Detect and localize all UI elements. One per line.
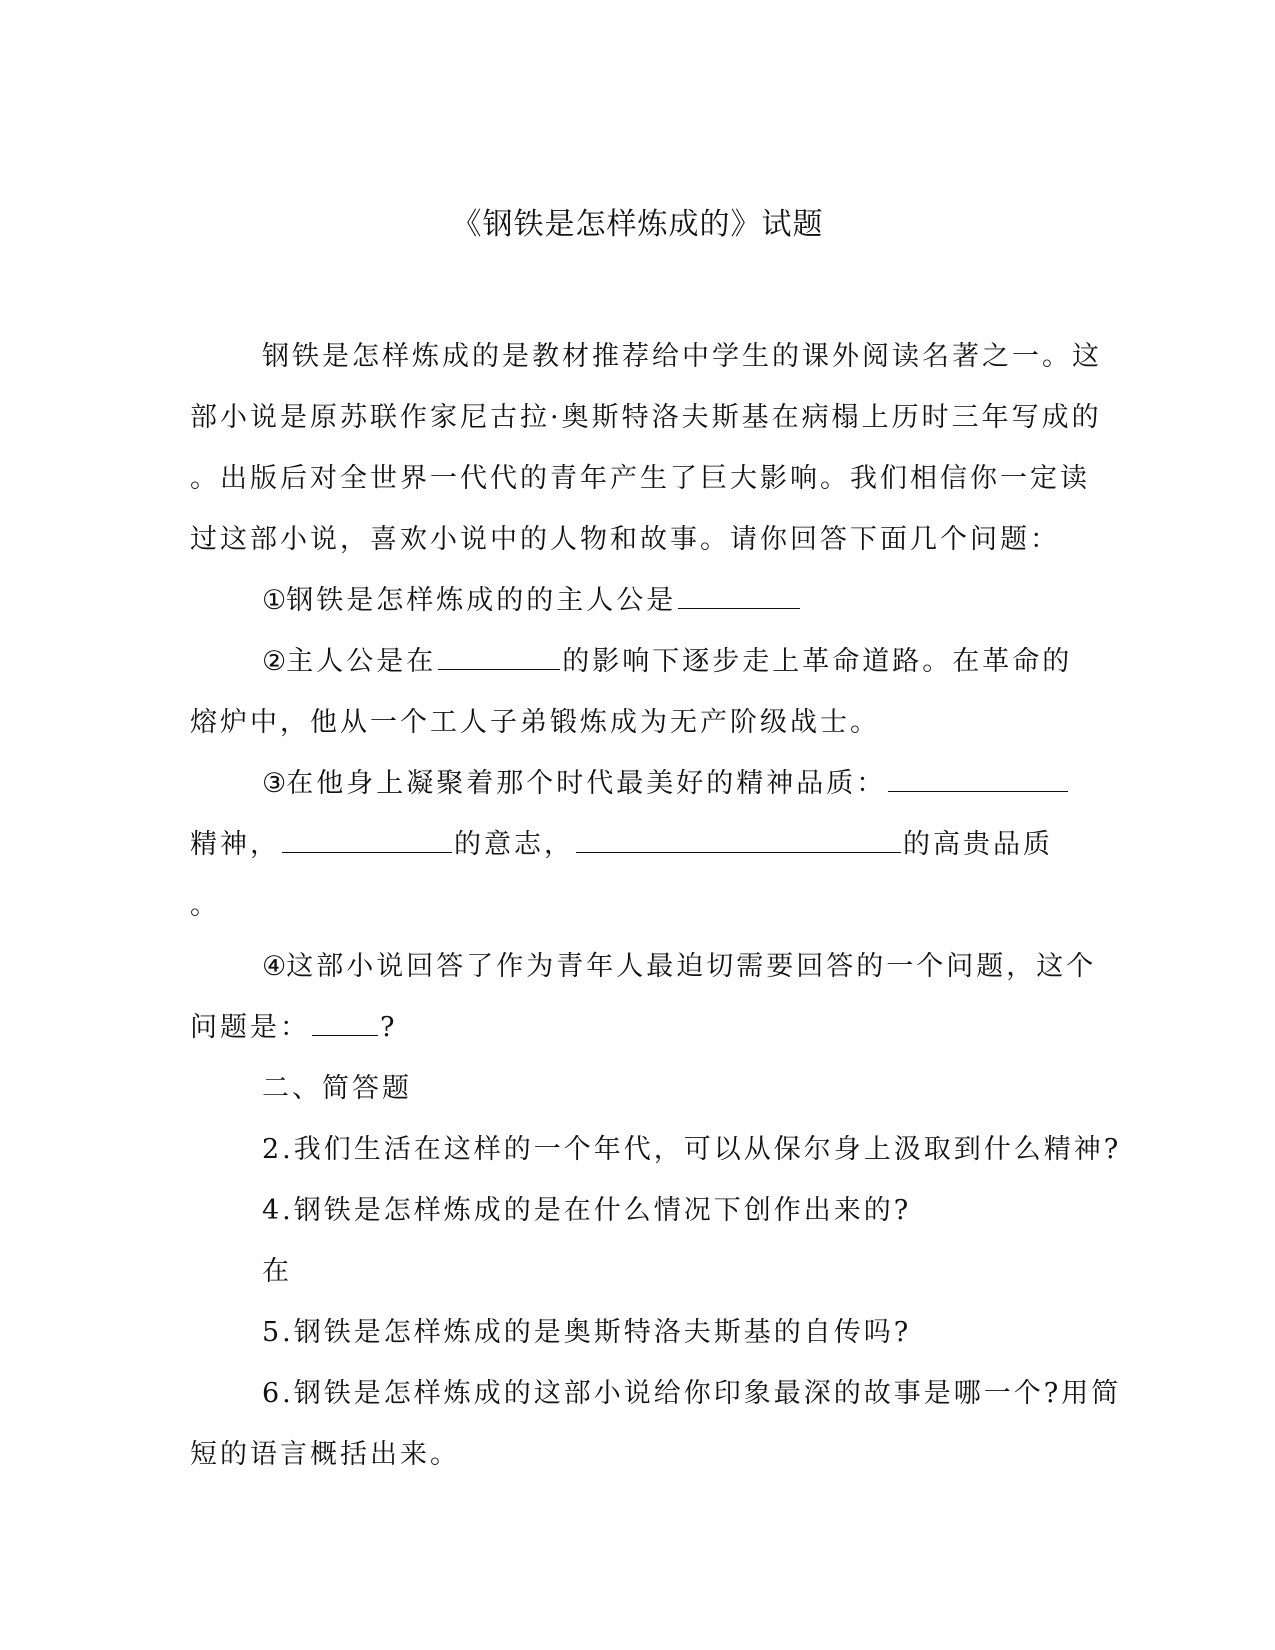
short-answer-6: 6.钢铁是怎样炼成的这部小说给你印象最深的故事是哪一个?用简	[262, 1378, 1122, 1409]
question-3	[190, 753, 1085, 814]
question-3-number: ③	[262, 768, 287, 799]
short-answer-4: 4.钢铁是怎样炼成的是在什么情况下创作出来的?	[262, 1195, 912, 1226]
question-3-text-a: 精神，	[190, 829, 280, 860]
question-2-line-2: 熔炉中，他从一个工人子弟锻炼成为无产阶级战士。	[190, 707, 880, 738]
answer-blank-3b[interactable]	[282, 828, 452, 853]
answer-blank-4[interactable]	[312, 1011, 378, 1036]
section-heading: 二、简答题	[262, 1073, 412, 1104]
question-3-line-3: 。	[190, 890, 220, 921]
page-title: 《钢铁是怎样炼成的》试题	[451, 207, 824, 242]
document-body	[190, 326, 1122, 1485]
question-4-text-post: ?	[380, 1012, 398, 1043]
question-1-text: 钢铁是怎样炼成的的主人公是	[286, 585, 677, 616]
short-answer-4-response: 在	[262, 1256, 292, 1287]
answer-blank-1[interactable]	[678, 584, 800, 609]
question-1-number: ①	[262, 585, 287, 616]
question-3-text-c: 的高贵品质	[903, 829, 1053, 860]
question-3-text-b: 的意志，	[454, 829, 574, 860]
short-answer-6-line-2: 短的语言概括出来。	[190, 1439, 460, 1470]
question-3-text-pre: 在他身上凝聚着那个时代最美好的精神品质：	[286, 768, 887, 799]
question-1	[190, 570, 1085, 631]
question-4-number: ④	[262, 951, 287, 982]
question-3-line-2	[190, 814, 1085, 875]
question-4	[190, 936, 1097, 997]
intro-line-4: 过这部小说，喜欢小说中的人物和故事。请你回答下面几个问题：	[190, 524, 1060, 555]
short-answer-2: 2.我们生活在这样的一个年代，可以从保尔身上汲取到什么精神?	[262, 1134, 1122, 1165]
intro-line-2: 部小说是原苏联作家尼古拉·奥斯特洛夫斯基在病榻上历时三年写成的	[190, 402, 1102, 433]
question-2-number: ②	[262, 646, 287, 677]
question-4-text-pre: 问题是：	[190, 1012, 310, 1043]
question-4-line-2	[190, 997, 1085, 1058]
question-2	[190, 631, 1085, 692]
answer-blank-2[interactable]	[438, 645, 560, 670]
intro-line-3: 。出版后对全世界一代代的青年产生了巨大影响。我们相信你一定读	[190, 463, 1090, 494]
answer-blank-3c[interactable]	[576, 828, 901, 853]
question-2-text-post: 的影响下逐步走上革命道路。在革命的	[562, 646, 1073, 677]
short-answer-5: 5.钢铁是怎样炼成的是奥斯特洛夫斯基的自传吗?	[262, 1317, 912, 1348]
question-4-text: 这部小说回答了作为青年人最迫切需要回答的一个问题，这个	[286, 951, 1097, 982]
intro-line-1: 钢铁是怎样炼成的是教材推荐给中学生的课外阅读名著之一。这	[262, 341, 1102, 372]
question-2-text-pre: 主人公是在	[286, 646, 437, 677]
answer-blank-3a[interactable]	[888, 767, 1068, 792]
